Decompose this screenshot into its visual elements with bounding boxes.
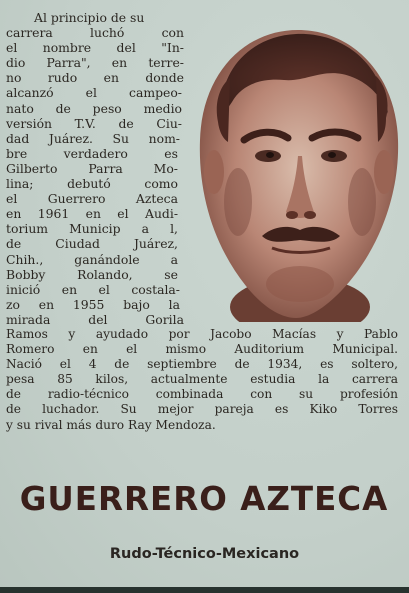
bio-line: Ramos y ayudado por Jacobo Macías y Pablo <box>6 326 398 341</box>
bio-line: zo en 1955 bajo la <box>6 296 180 312</box>
wrestler-name-title: GUERRERO AZTECA <box>19 480 389 518</box>
bio-text <box>6 10 398 433</box>
bio-line: Bobby Rolando, se <box>6 266 178 282</box>
bio-line: de Ciudad Juárez, <box>6 236 178 252</box>
bio-line: Romero en el mismo Auditorium Municipal. <box>6 342 398 357</box>
bio-line: pesa 85 kilos, actualmente estudia la carrera <box>6 372 398 387</box>
bio-line: dio Parra", en terre- <box>6 55 184 71</box>
bio-line: el Guerrero Azteca <box>6 191 178 207</box>
bio-line: bre verdadero es <box>6 145 178 161</box>
bio-line: de luchador. Su mejor pareja es Kiko Torres <box>6 402 398 417</box>
bio-line: en 1961 en el Audi- <box>6 206 178 222</box>
card-bottom-edge <box>0 587 409 593</box>
bio-line: lina; debutó como <box>6 176 178 192</box>
bio-line: Gilberto Parra Mo- <box>6 160 178 176</box>
bio-line: de radio-técnico combinada con su profesión <box>6 387 398 402</box>
bio-line: no rudo en donde <box>6 70 184 86</box>
bio-line: el nombre del "In- <box>6 40 184 56</box>
bio-line: carrera luchó con <box>6 25 184 41</box>
bio-line: Al principio de su <box>34 10 145 25</box>
bio-line: mirada del Gorila <box>6 311 184 327</box>
bio-line: torium Municip a l, <box>6 221 178 237</box>
bio-line: alcanzó el campeo- <box>6 85 182 101</box>
bio-line: y su rival más duro Ray Mendoza. <box>6 417 216 432</box>
bio-line: dad Juárez. Su nom- <box>6 130 180 146</box>
bio-line: nato de peso medio <box>6 100 182 116</box>
bio-line: Nació el 4 de septiembre de 1934, es soltero, <box>6 357 398 372</box>
bio-line: Chih., ganándole a <box>6 251 178 267</box>
bio-line: versión T.V. de Ciu- <box>6 115 182 131</box>
bio-line: inició en el costala- <box>6 281 180 297</box>
wrestler-style-subtitle: Rudo-Técnico-Mexicano <box>109 546 300 562</box>
